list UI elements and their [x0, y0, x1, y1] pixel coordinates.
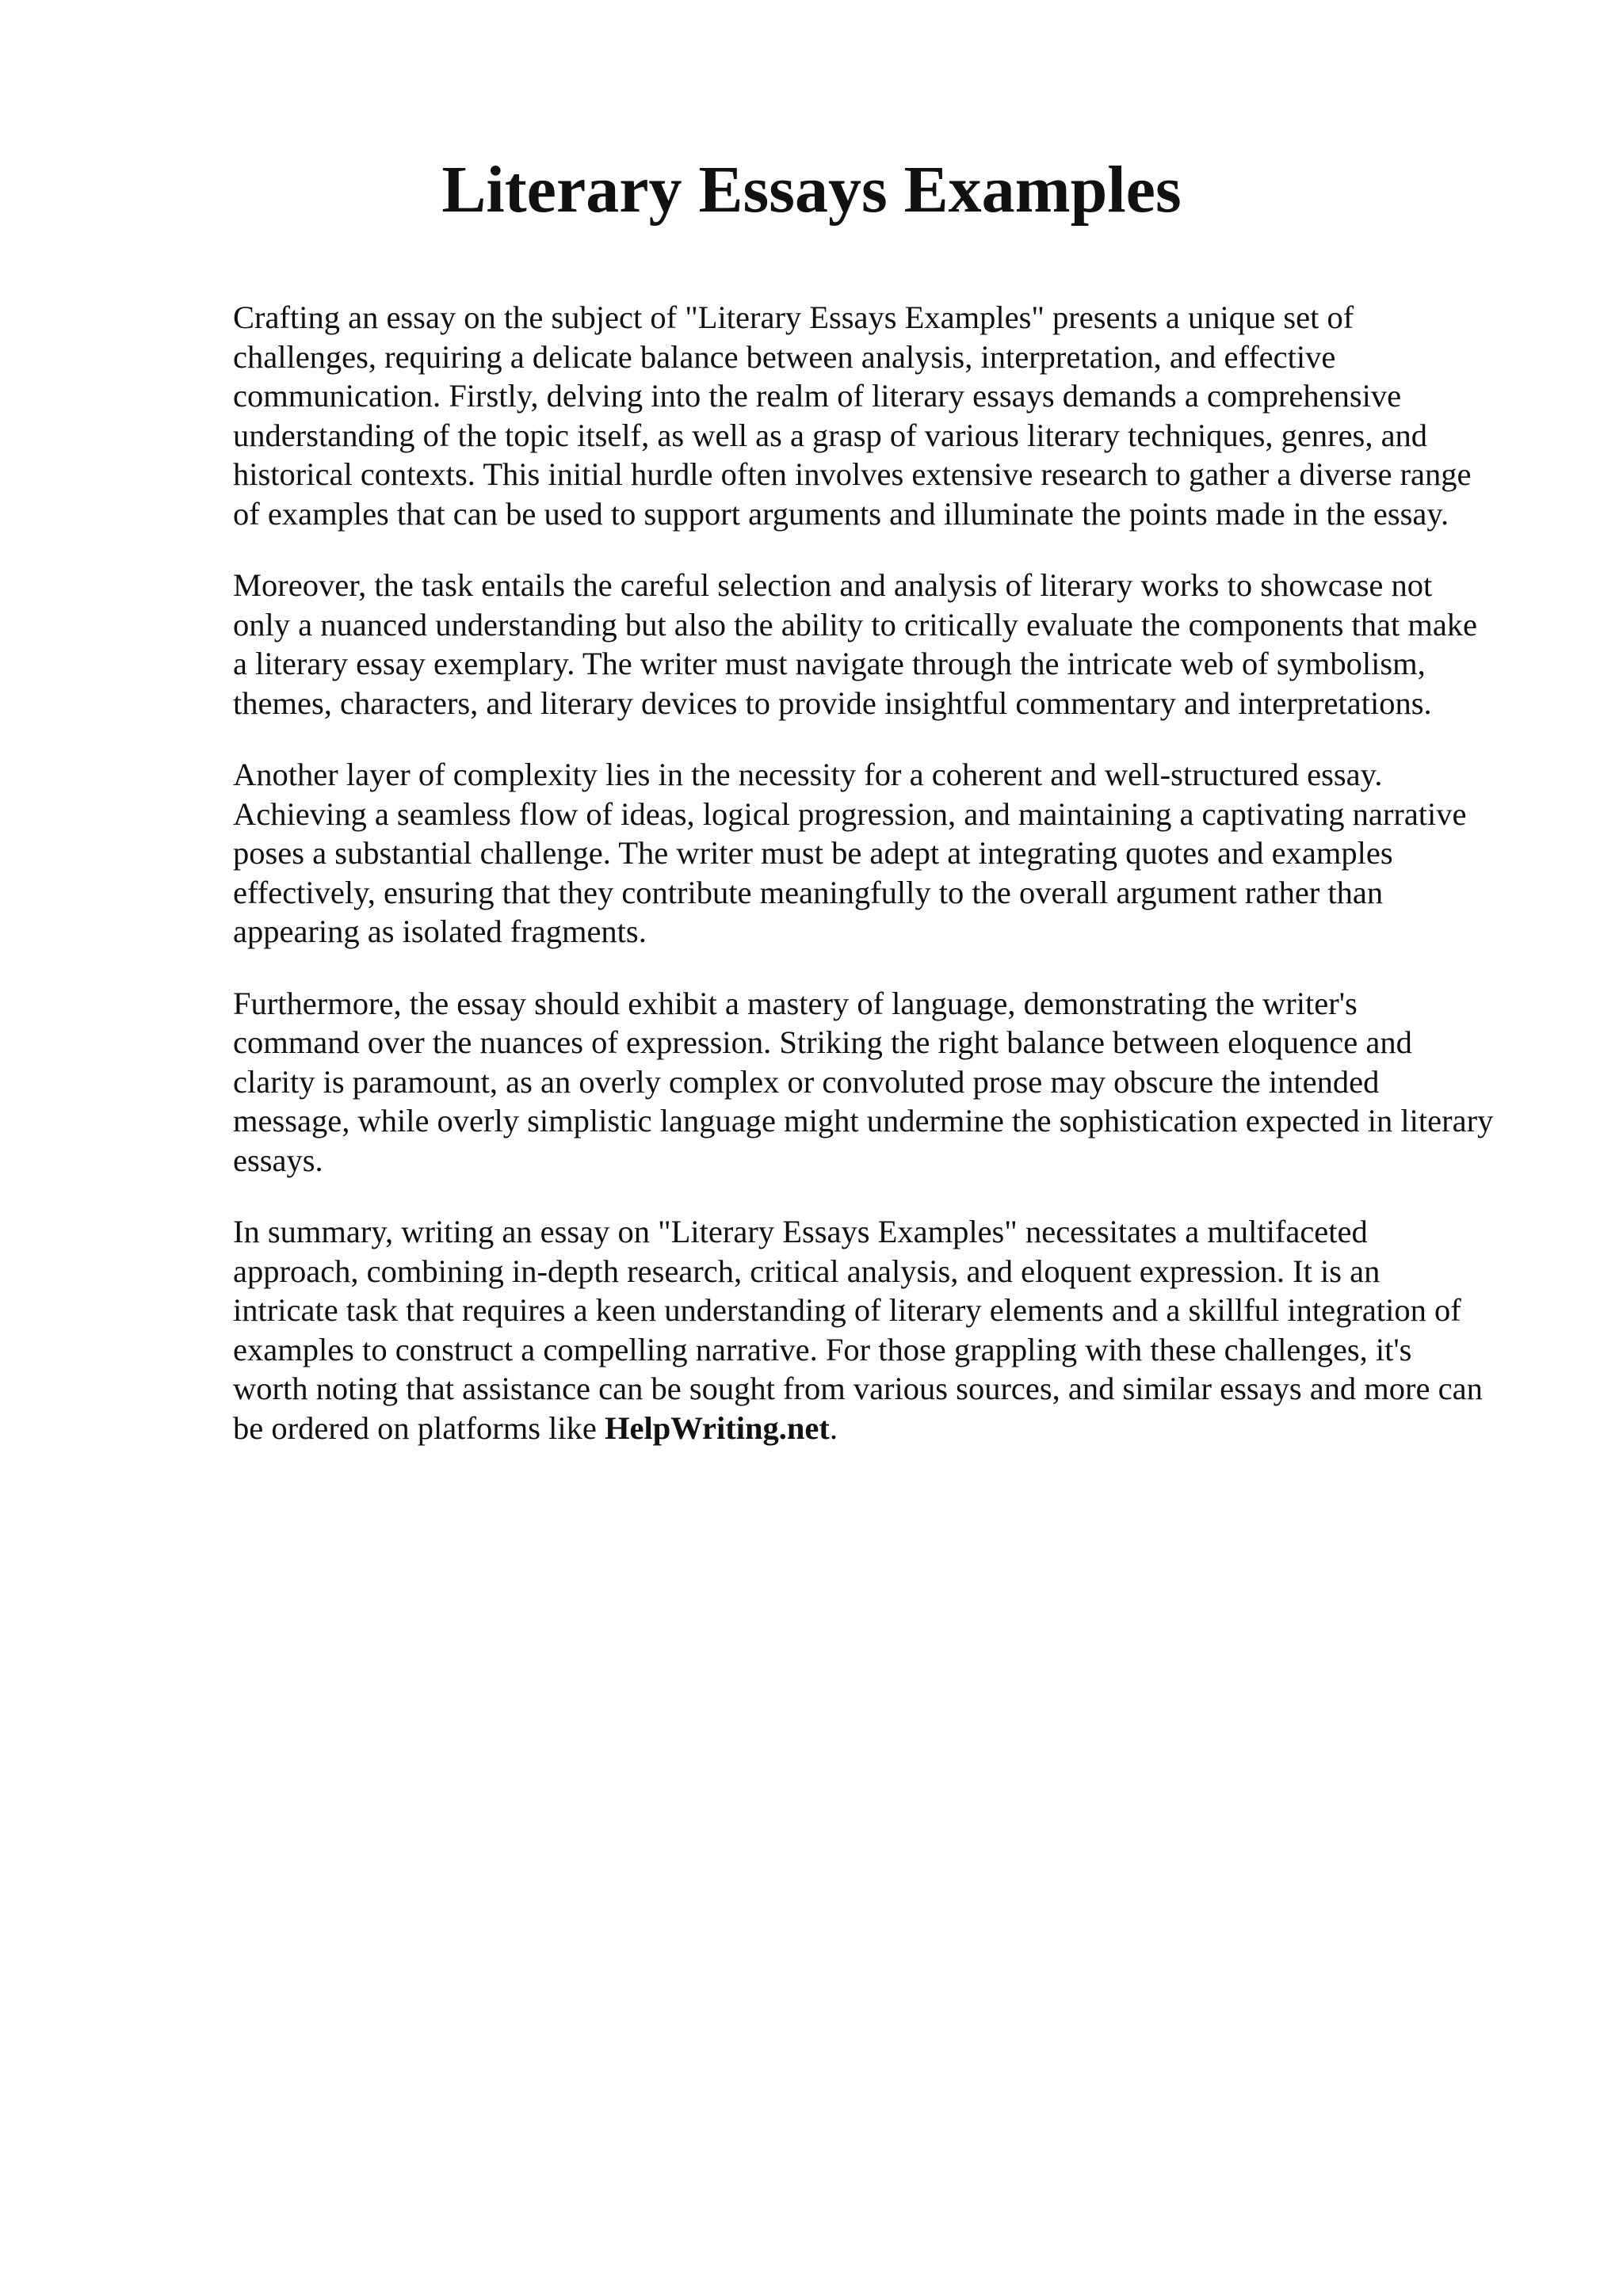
paragraph-2 — [233, 566, 1549, 723]
text-line: command over the nuances of expression. Striking the right balance between eloquence and — [233, 1024, 1412, 1060]
page-title: Literary Essays Examples — [441, 153, 1182, 227]
text-line: a literary essay exemplary. The writer must navigate through the intricate web of symbolism, — [233, 646, 1426, 681]
text-line: worth noting that assistance can be sought from various sources, and similar essays and more can — [233, 1371, 1483, 1406]
text-line: effectively, ensuring that they contribute meaningfully to the overall argument rather than — [233, 874, 1384, 910]
essay-body — [233, 298, 1549, 1480]
text-line: Another layer of complexity lies in the necessity for a coherent and well-structured essay. — [233, 757, 1383, 792]
text-line: communication. Firstly, delving into the realm of literary essays demands a comprehensive — [233, 378, 1402, 414]
text-line: poses a substantial challenge. The writer must be adept at integrating quotes and examples — [233, 835, 1393, 871]
text-line: historical contexts. This initial hurdle often involves extensive research to gather a diverse range — [233, 456, 1472, 492]
paragraph-3 — [233, 755, 1549, 952]
text-line: only a nuanced understanding but also the ability to critically evaluate the components that make — [233, 606, 1478, 643]
paragraph-5 — [233, 1212, 1549, 1447]
text-line: understanding of the topic itself, as well as a grasp of various literary techniques, genres, and — [233, 417, 1428, 453]
text-line-final — [233, 1409, 1549, 1448]
text-line: challenges, requiring a delicate balance between analysis, interpretation, and effective — [233, 338, 1336, 375]
text-line: clarity is paramount, as an overly complex or convoluted prose may obscure the intended — [233, 1063, 1380, 1100]
text-line: Achieving a seamless flow of ideas, logical progression, and maintaining a captivating narrative — [233, 795, 1467, 832]
text-line: appearing as isolated fragments. — [233, 913, 647, 949]
text-line: Crafting an essay on the subject of "Literary Essays Examples" presents a unique set of — [233, 299, 1354, 335]
text-line: Moreover, the task entails the careful selection and analysis of literary works to showcase not — [233, 567, 1433, 603]
text-line: themes, characters, and literary devices to provide insightful commentary and interpretations. — [233, 685, 1432, 721]
text-line: Furthermore, the essay should exhibit a mastery of language, demonstrating the writer's — [233, 985, 1358, 1021]
paragraph-1 — [233, 298, 1549, 533]
brand-link-helpwriting[interactable]: HelpWriting.net — [604, 1409, 830, 1446]
text-line: In summary, writing an essay on "Literary Essays Examples" necessitates a multifaceted — [233, 1214, 1368, 1249]
text-line: approach, combining in-depth research, critical analysis, and eloquent expression. It is an — [233, 1253, 1381, 1289]
final-line-prefix: be ordered on platforms like — [233, 1409, 605, 1446]
text-line: of examples that can be used to support arguments and illuminate the points made in the essay. — [233, 495, 1449, 532]
text-line: message, while overly simplistic language might undermine the sophistication expected in literary — [233, 1103, 1494, 1138]
paragraph-4 — [233, 984, 1549, 1180]
text-line: examples to construct a compelling narrative. For those grappling with these challenges, it's — [233, 1331, 1412, 1367]
text-line: intricate task that requires a keen understanding of literary elements and a skillful integration of — [233, 1292, 1461, 1328]
text-line: essays. — [233, 1142, 323, 1178]
final-line-suffix: . — [829, 1409, 838, 1446]
